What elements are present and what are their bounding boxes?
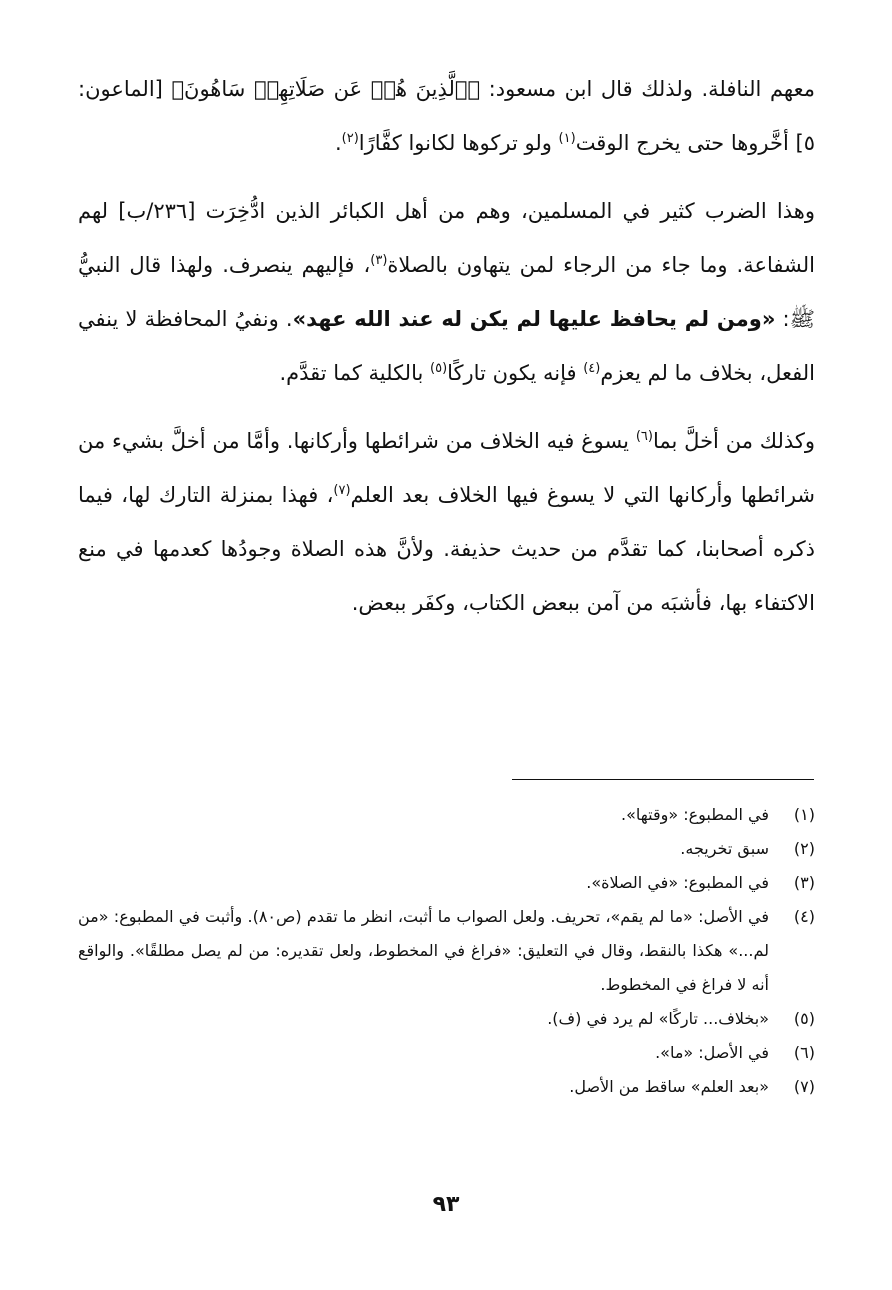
footnote-ref-3[interactable]: (٣) bbox=[370, 253, 388, 268]
footnote-ref-1[interactable]: (١) bbox=[558, 131, 576, 146]
footnote-number: (٦) bbox=[793, 1043, 815, 1062]
footnote-ref-4[interactable]: (٤) bbox=[583, 361, 601, 376]
paragraph-3 bbox=[78, 414, 815, 630]
paragraph-2-text: فإنه يكون تاركًا bbox=[447, 361, 584, 385]
footnote-number: (١) bbox=[793, 805, 815, 824]
footnote-item bbox=[78, 1002, 815, 1036]
footnote-ref-6[interactable]: (٦) bbox=[635, 429, 653, 444]
footnote-text: في المطبوع: «في الصلاة». bbox=[586, 873, 769, 892]
footnote-text: في المطبوع: «وقتها». bbox=[621, 805, 769, 824]
paragraph-2-text: بالكلية كما تقدَّم. bbox=[279, 361, 430, 385]
paragraph-3-text: وكذلك من أخلَّ بما bbox=[652, 429, 816, 453]
footnote-number: (٧) bbox=[793, 1077, 815, 1096]
footnotes bbox=[78, 798, 815, 1104]
paragraph-3-text: ، فهذا بمنزلة التارك لها، فيما ذكره أصحابنا، كما تقدَّم من حديث حذيفة. ولأنَّ هذه الصلاة وجودُها كعدمها في منع الاكتفاء بها، فأشبَه من آمن ببعض الكتاب، وكفَر ببعض. bbox=[78, 483, 815, 615]
paragraph-2-text: . ونفيُ المحافظة لا ينفي الفعل، بخلاف ما لم يعزم bbox=[78, 307, 815, 385]
paragraph-2-text: وهذا الضرب كثير في المسلمين، وهم من أهل الكبائر الذين ادُّخِرَت [٢٣٦/ب] لهم الشفاعة. وما جاء من الرجاء لمن يتهاون بالصلاة bbox=[78, 199, 816, 277]
footnote-item bbox=[78, 798, 815, 832]
footnote-number: (٢) bbox=[793, 839, 815, 858]
footnote-number: (٤) bbox=[793, 907, 815, 926]
footnote-text: سبق تخريجه. bbox=[680, 839, 769, 858]
paragraph-1-text: معهم النافلة. ولذلك قال ابن مسعود: bbox=[480, 77, 815, 101]
footnote-text: في الأصل: «ما». bbox=[655, 1043, 769, 1062]
paragraph-1-text: [الماعون: ٥] أخَّروها حتى يخرج الوقت bbox=[78, 77, 815, 155]
hadith-quote: «ومن لم يحافظ عليها لم يكن له عند الله عهد» bbox=[292, 307, 776, 331]
footnote-divider bbox=[512, 779, 814, 780]
quran-verse: ﴿ٱلَّذِينَ هُمۡ عَن صَلَاتِهِمۡ سَاهُونَ﴾ bbox=[171, 77, 481, 101]
footnote-ref-7[interactable]: (٧) bbox=[333, 483, 351, 498]
paragraph-1 bbox=[78, 62, 815, 170]
footnote-number: (٣) bbox=[793, 873, 815, 892]
footnote-item bbox=[78, 832, 815, 866]
footnote-text: «بخلاف... تاركًا» لم يرد في (ف). bbox=[547, 1009, 769, 1028]
footnote-item bbox=[78, 1036, 815, 1070]
page-number: ٩٣ bbox=[432, 1192, 460, 1217]
footnote-item bbox=[78, 1070, 815, 1104]
footnote-ref-5[interactable]: (٥) bbox=[430, 361, 448, 376]
paragraph-2 bbox=[78, 184, 815, 400]
main-text bbox=[78, 62, 815, 630]
paragraph-2-text: ، فإليهم ينصرف. ولهذا قال النبيُّ ﷺ: bbox=[78, 253, 816, 331]
footnote-text: في الأصل: «ما لم يقم»، تحريف. ولعل الصواب ما أثبت، انظر ما تقدم (ص٨٠). وأثبت في المطبوع: «من لم...» هكذا بالنقط، وقال في التعليق: «فراغ في المخطوط، ولعل تقديره: من لم يصل مطلقًا». والواقع أنه لا فراغ في المخطوط. bbox=[78, 907, 769, 994]
paragraph-3-text: يسوغ فيه الخلاف من شرائطها وأركانها. وأمَّا من أخلَّ بشيء من شرائطها وأركانها التي لا يسوغ فيها الخلاف بعد العلم bbox=[78, 429, 816, 507]
footnote-item bbox=[78, 866, 815, 900]
footnote-text: «بعد العلم» ساقط من الأصل. bbox=[569, 1077, 769, 1096]
footnote-number: (٥) bbox=[793, 1009, 815, 1028]
footnote-item bbox=[78, 900, 815, 1002]
paragraph-1-text: . bbox=[334, 131, 342, 155]
footnote-ref-2[interactable]: (٢) bbox=[341, 131, 359, 146]
paragraph-1-text: ولو تركوها لكانوا كفَّارًا bbox=[358, 131, 559, 155]
